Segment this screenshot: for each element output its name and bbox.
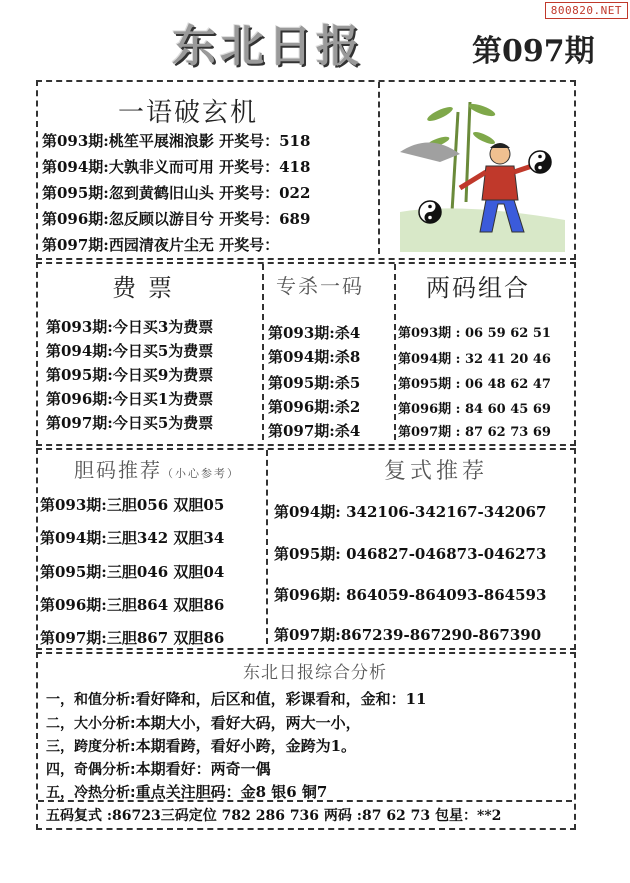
zhuansha-row: 第093期:杀4 [268, 324, 361, 342]
divider-mid-2 [394, 264, 396, 440]
liangma-row: 第093期 : 06 59 62 51 [398, 326, 551, 341]
danma-title [74, 454, 240, 483]
zhuansha-row: 第096期:杀2 [268, 398, 361, 416]
masthead-title: 东北日报 [172, 21, 364, 72]
danma-row: 第096期:三胆864 双胆86 [40, 596, 225, 614]
liangma-row: 第095期 : 06 48 62 47 [398, 377, 551, 392]
fushi-title: 复式推荐 [384, 459, 489, 484]
zhuansha-row: 第097期:杀4 [268, 422, 361, 440]
divider-top [378, 82, 380, 254]
liangma-title: 两码组合 [426, 274, 530, 302]
zhuansha-row: 第095期:杀5 [268, 374, 361, 392]
feipiao-row: 第096期:今日买1为费票 [46, 390, 214, 408]
divider-low [266, 450, 268, 644]
feipiao-row: 第097期:今日买5为费票 [46, 414, 214, 432]
analysis-text: 重点关注胆码：金8 银6 铜7 [135, 783, 328, 801]
danma-title-text: 胆码推荐 [74, 458, 162, 482]
danma-row: 第094期:三胆342 双胆34 [40, 529, 225, 547]
fushi-row: 第096期: 864059-864093-864593 [274, 586, 547, 604]
danma-row: 第095期:三胆046 双胆04 [40, 563, 225, 581]
analysis-label: 一，和值分析: [46, 692, 136, 708]
bamboo-icon [452, 102, 470, 212]
divider-mid-1 [262, 264, 264, 440]
zhuansha-row: 第094期:杀8 [268, 348, 361, 366]
analysis-text: 本期看好：两奇一偶 [135, 760, 271, 778]
feipiao-row: 第093期:今日买3为费票 [46, 318, 214, 336]
yin-yang-icon [529, 151, 551, 173]
analysis-row [46, 688, 427, 709]
yiyu-row: 第093期:桃笙平展湘浪影 开奖号：518 [42, 132, 311, 150]
fushi-row: 第095期: 046827-046873-046273 [274, 545, 547, 563]
analysis-label: 五，冷热分析: [46, 785, 136, 801]
analysis-row [46, 781, 327, 802]
feipiao-row: 第095期:今日买9为费票 [46, 366, 214, 384]
issue-number: 第097期 [472, 34, 595, 69]
analysis-label: 三，跨度分析: [46, 739, 136, 755]
zhuansha-title: 专杀一码 [276, 274, 364, 298]
feipiao-row: 第094期:今日买5为费票 [46, 342, 214, 360]
yiyu-row: 第095期:忽到黄鹤旧山头 开奖号：022 [42, 184, 311, 202]
fushi-row: 第094期: 342106-342167-342067 [274, 503, 547, 521]
danma-row: 第097期:三胆867 双胆86 [40, 629, 225, 647]
fushi-row: 第097期:867239-867290-867390 [274, 626, 542, 644]
analysis-footer: 五码复式 :86723三码定位 782 286 736 两码 :87 62 73 包星：**2 [46, 808, 502, 824]
analysis-label: 二，大小分析: [46, 716, 136, 732]
analysis-row [46, 758, 271, 779]
yiyu-title: 一语破玄机 [118, 98, 259, 128]
analysis-row [46, 735, 356, 756]
liangma-row: 第096期 : 84 60 45 69 [398, 402, 551, 417]
analysis-row [46, 712, 361, 733]
liangma-row: 第097期 : 87 62 73 69 [398, 425, 551, 440]
analysis-label: 四，奇偶分析: [46, 762, 136, 778]
yin-yang-icon [419, 201, 441, 223]
analysis-text: 看好降和，后区和值，彩课看和，金和：11 [135, 690, 427, 708]
danma-note: （小心参考） [162, 467, 240, 480]
analysis-title: 东北日报综合分析 [243, 663, 387, 683]
feipiao-title: 费票 [112, 274, 184, 302]
analysis-text: 本期看跨，看好小跨，金跨为1。 [135, 737, 357, 755]
site-watermark: 800820.NET [545, 2, 628, 19]
liangma-row: 第094期 : 32 41 20 46 [398, 352, 551, 367]
analysis-text: 本期大小，看好大码，两大一小， [135, 714, 361, 732]
yiyu-row: 第096期:忽反顾以游目兮 开奖号：689 [42, 210, 311, 228]
bamboo-figure-illustration [400, 92, 565, 252]
yiyu-row: 第094期:大孰非义而可用 开奖号：418 [42, 158, 311, 176]
yiyu-row: 第097期:西园清夜片尘无 开奖号： [42, 236, 280, 254]
danma-row: 第093期:三胆056 双胆05 [40, 496, 225, 514]
